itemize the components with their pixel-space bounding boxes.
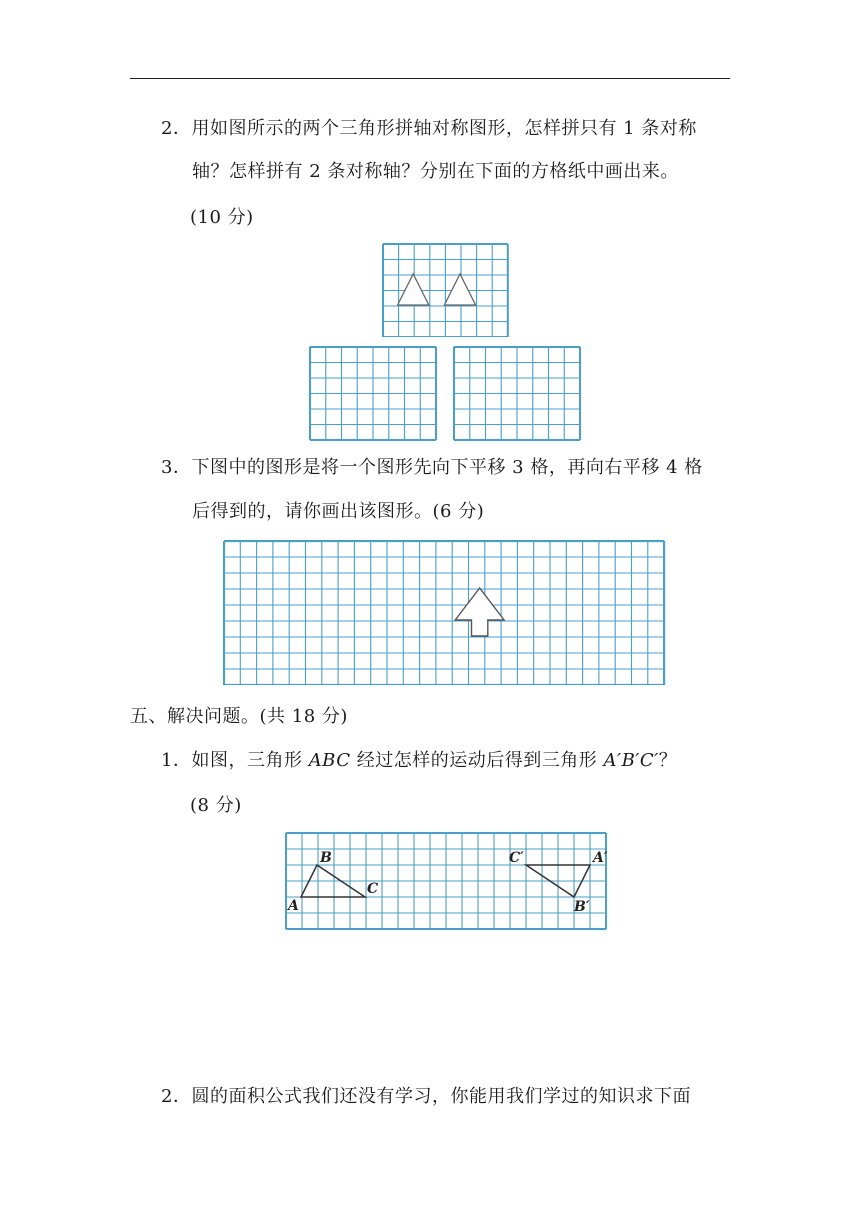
triangle-shape-left	[398, 274, 429, 305]
grid-lines	[224, 541, 664, 685]
label-c-prime: C′	[509, 850, 524, 866]
q3-translation-grid[interactable]	[223, 540, 669, 685]
grid-lines	[310, 347, 436, 440]
q2-text-line1: 2．用如图所示的两个三角形拼轴对称图形，怎样拼只有 1 条对称	[161, 118, 697, 139]
arrow-shape	[455, 588, 504, 636]
label-a-prime: A′	[593, 850, 608, 866]
grid-lines	[454, 347, 580, 440]
q2-answer-grid-1-axis[interactable]	[309, 346, 437, 441]
top-rule	[130, 78, 730, 79]
label-b: B	[320, 850, 332, 866]
s5-q1-triangle-grid	[285, 832, 608, 930]
q2-text-line2: 轴？怎样拼有 2 条对称轴？分别在下面的方格纸中画出来。	[192, 161, 679, 182]
grid-lines	[286, 833, 606, 929]
q2-example-grid	[382, 243, 509, 337]
s5-q1-text-line1: 1．如图，三角形 ABC 经过怎样的运动后得到三角形 A′B′C′？	[161, 750, 678, 771]
triangle-shape-right	[444, 274, 475, 305]
label-b-prime: B′	[574, 899, 590, 915]
s5-q2-text-line1: 2．圆的面积公式我们还没有学习，你能用我们学过的知识求下面	[161, 1086, 691, 1107]
grid-lines	[383, 244, 508, 337]
label-a: A	[288, 898, 299, 914]
q3-text-line2: 后得到的，请你画出该图形。(6 分)	[192, 501, 485, 522]
q2-answer-grid-2-axes[interactable]	[453, 346, 581, 441]
section5-heading: 五、解决问题。(共 18 分)	[130, 706, 348, 727]
q3-text-line1: 3．下图中的图形是将一个图形先向下平移 3 格，再向右平移 4 格	[161, 457, 703, 478]
label-c: C	[367, 881, 379, 897]
s5-q1-points: (8 分)	[190, 795, 242, 816]
q2-points: (10 分)	[190, 207, 254, 228]
